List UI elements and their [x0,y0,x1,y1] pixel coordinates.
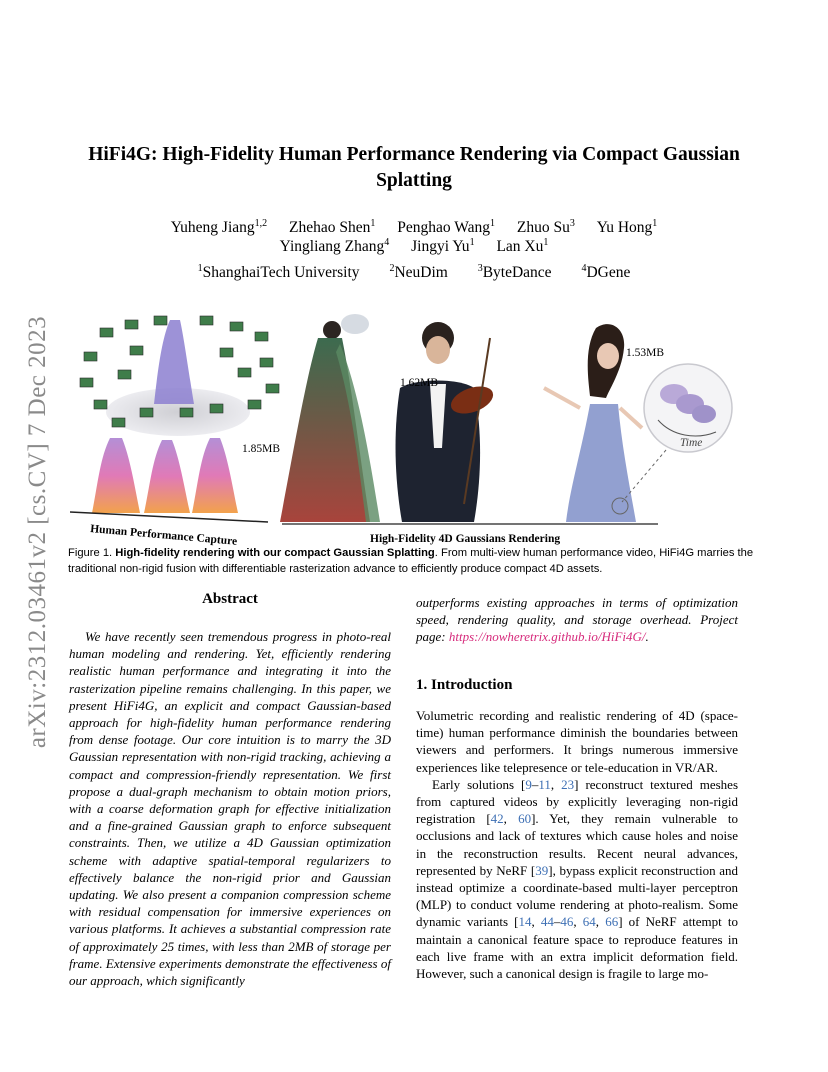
arxiv-identifier-stamp: arXiv:2312.03461v2 [cs.CV] 7 Dec 2023 [24,315,51,749]
citation-link[interactable]: 44 [540,914,554,930]
affiliation: $^2$NeuDim [389,262,448,281]
intro-paragraph-2: Early solutions [9–11, 23] reconstruct textured meshes from captured videos by explicitly leveraging non-rigid registration [42, 60]. Yet, they remain vulnerable to occlusions and lack of textures which cause holes and noise in the reconstruction results. Recent neural advances, represented by NeRF [39], bypass explicit reconstruction and instead optimize a coordinate-based multi-layer perceptron (MLP) to conduct volume rendering at photo-realism. Some dynamic variants [14, 44–46, 64, 66] of NeRF attempt to maintain a canonical feature space to reproduce features in each live frame with an extra implicit deformation field. However, such a canonical design is fragile to large mo- [416,776,739,982]
time-label: Time [680,437,703,449]
violinist-render [396,322,497,522]
citation-link[interactable]: 66 [605,914,619,930]
citation-link[interactable]: 42 [490,811,504,827]
abstract-body: We have recently seen tremendous progress in photo-real human modeling and rendering. Yet, efficiently rendering realistic human performance and integrating it into the rasterization pipeline remains challenging. In this paper, we present HiFi4G, an explicit and compact Gaussian-based approach for high-fidelity human performance rendering from dense footage. Our core intuition is to marry the 3D Gaussian representation with non-rigid tracking, achieving a compact and compression-friendly representation. We first propose a dual-graph mechanism to obtain motion priors, with a coarse deformation graph for effective initialization and a fine-grained Gaussian graph to enforce subsequent constraints. Then, we utilize a 4D Gaussian optimization scheme with adaptive spatial-temporal regularizers to effectively balance the non-rigid prior and Gaussian updating. We also present a companion compression scheme with residual compensation for immersive experiences on various platforms. It achieves a substantial compression rate of approximately 25 times, with less than 2MB of storage per frame. Extensive experiments demonstrate the effectiveness of our approach, which significantly [69,629,391,989]
caption-emphasis: High-fidelity rendering with our compact Gaussian Splatting [115,547,435,559]
project-page-link[interactable]: https://nowheretrix.github.io/HiFi4G/ [448,629,646,645]
authors-line-1 [60,219,768,237]
citation-link[interactable]: 64 [582,914,596,930]
citation-link[interactable]: 11 [538,776,551,792]
affiliation: $^1$ShanghaiTech University [197,262,360,281]
rendering-label: High-Fidelity 4D Gaussians Rendering [370,533,561,545]
abstract-continuation: outperforms existing approaches in terms of optimization speed, rendering quality, and storage overhead. Project page: https://nowheretrix.github.io/HiFi4G/. [416,595,738,645]
dancer-render [280,314,380,522]
citation-link[interactable]: 23 [561,776,575,792]
performance-silhouettes [92,438,238,513]
introduction-heading: 1. Introduction [416,677,513,693]
authors-line-2 [60,238,768,256]
size-label-dancer: 1.85MB [242,443,281,455]
paper-title: HiFi4G: High-Fidelity Human Performance Rendering via Compact Gaussian Splatting [88,144,740,191]
citation-link[interactable]: 46 [560,914,574,930]
capture-baseline [70,512,268,522]
author: Lan Xu$^1$ [496,236,549,255]
figure-caption: Figure 1. High-fidelity rendering with our compact Gaussian Splatting. From multi-view human performance video, HiFi4G marries the traditional non-rigid fusion with differentiable rasterization advance to efficiently produce compact 4D assets. [68,547,754,575]
introduction-body [416,707,738,982]
teaser-illustration [70,308,760,550]
citation-link[interactable]: 60 [518,811,532,827]
teaser-figure [70,308,760,550]
captured-performer [154,320,194,404]
affiliations [60,264,768,282]
author: Zhehao Shen$^1$ [289,217,376,236]
intro-paragraph-1: Volumetric recording and realistic rendering of 4D (space-time) human performance diminish the boundaries between viewers and performers. It brings numerous immersive experiences like telepresence or tele-education in VR/AR. [416,708,738,775]
author: Zhuo Su$^3$ [516,217,575,236]
citation-link[interactable]: 14 [518,914,532,930]
author: Yuheng Jiang$^{1,2}$ [170,217,268,236]
abstract-heading: Abstract [202,591,258,607]
affiliation: $^3$ByteDance [477,262,552,281]
size-label-violin: 1.62MB [400,377,439,389]
citation-link[interactable]: 39 [535,862,549,878]
size-label-dancer2: 1.53MB [626,347,665,359]
author: Yingliang Zhang$^4$ [279,236,390,255]
author: Jingyi Yu$^1$ [411,236,475,255]
citation-link[interactable]: 9 [525,776,532,792]
affiliation: $^4$DGene [581,262,631,281]
author: Yu Hong$^1$ [596,217,658,236]
capture-label: Human Performance Capture [89,523,238,548]
author: Penghao Wang$^1$ [397,217,496,236]
